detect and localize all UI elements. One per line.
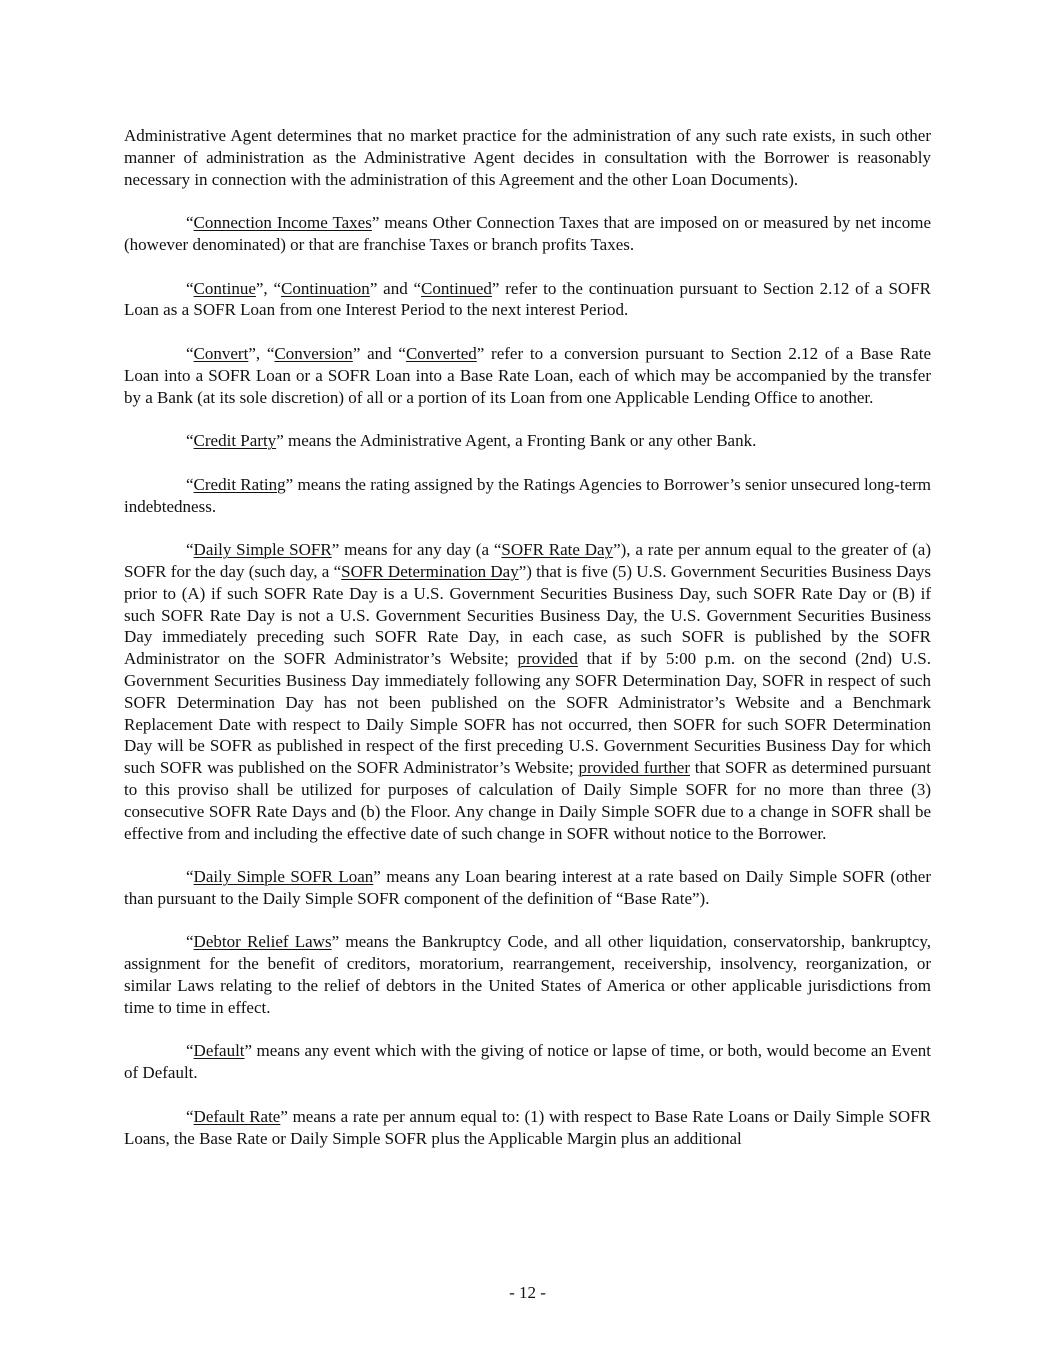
- proviso-term: provided further: [578, 758, 690, 778]
- definition-debtor-relief-laws: “Debtor Relief Laws” means the Bankruptcy Code, and all other liquidation, conservatorship, bankruptcy, assignment for the benefit of creditors, moratorium, rearrangement, receivership, insolvency, reorganization, or similar Laws relating to the relief of debtors in the United States of America or other applicable jurisdictions from time to time in effect.: [124, 932, 932, 1017]
- defined-term: Default Rate: [193, 1106, 281, 1126]
- defined-term: Default: [193, 1041, 245, 1061]
- definition-connection-income-taxes: “Connection Income Taxes” means Other Connection Taxes that are imposed on or measured by net income (however denominated) or that are franchise Taxes or branch profits Taxes.: [124, 213, 932, 254]
- defined-term: Daily Simple SOFR: [193, 540, 332, 560]
- definition-default-rate: “Default Rate” means a rate per annum equal to: (1) with respect to Base Rate Loans or Daily Simple SOFR Loans, the Base Rate or Daily Simple SOFR plus the Applicable Margin plus an additional: [124, 1106, 931, 1148]
- defined-term: SOFR Rate Day: [501, 540, 614, 560]
- defined-term: Connection Income Taxes: [193, 213, 372, 233]
- defined-term: Continued: [421, 278, 492, 298]
- definition-credit-rating: “Credit Rating” means the rating assigned by the Ratings Agencies to Borrower’s senior unsecured long-term indebtedness.: [124, 474, 932, 516]
- definition-continue: “Continue”, “Continuation” and “Continued” refer to the continuation pursuant to Section 2.12 of a SOFR Loan as a SOFR Loan from one Interest Period to the next interest Period.: [124, 278, 931, 320]
- definition-daily-simple-sofr: “Daily Simple SOFR” means for any day (a “SOFR Rate Day”), a rate per annum equal to the greater of (a) SOFR for the day (such day, a “SOFR Determination Day”) that is five (5) U.S. Government Securities Business Days prior to (A) if such SOFR Rate Day is a U.S. Government Securities Business Day, such SOFR Rate Day or (B) if such SOFR Rate Day is not a U.S. Government Securities Business Day, the U.S. Government Securities Business Day immediately preceding such SOFR Rate Day, in each case, as such SOFR is published by the SOFR Administrator on the SOFR Administrator’s Website; provided that if by 5:00 p.m. on the second (2nd) U.S. Government Securities Business Day immediately following any SOFR Determination Day, SOFR in respect of such SOFR Determination Day has not been published on the SOFR Administrator’s Website and a Benchmark Replacement Date with respect to Daily Simple SOFR has not occurred, then SOFR for such SOFR Determination Day will be SOFR as published in respect of the first preceding U.S. Government Securities Business Day for which such SOFR was published on the SOFR Administrator’s Website; provided further that SOFR as determined pursuant to this proviso shall be utilized for purposes of calculation of Daily Simple SOFR for no more than three (3) consecutive SOFR Rate Days and (b) the Floor. Any change in Daily Simple SOFR due to a change in SOFR shall be effective from and including the effective date of such change in SOFR without notice to the Borrower.: [124, 540, 932, 843]
- defined-term: Credit Party: [193, 431, 277, 451]
- proviso-term: provided: [517, 649, 578, 669]
- defined-term: SOFR Determination Day: [341, 561, 519, 581]
- defined-term: Daily Simple SOFR Loan: [193, 867, 374, 887]
- paragraph-continuation: Administrative Agent determines that no market practice for the administration of any such rate exists, in such other manner of administration as the Administrative Agent decides in consultation with the Borrower is reasonably necessary in connection with the administration of this Agreement and the other Loan Documents).: [124, 126, 931, 189]
- defined-term: Converted: [405, 343, 477, 363]
- definition-default: “Default” means any event which with the giving of notice or lapse of time, or both, would become an Event of Default.: [124, 1041, 931, 1083]
- page-number: - 12 -: [509, 1283, 546, 1302]
- defined-term: Continuation: [281, 278, 370, 298]
- defined-term: Conversion: [274, 343, 353, 363]
- defined-term: Continue: [193, 278, 256, 298]
- definition-daily-simple-sofr-loan: “Daily Simple SOFR Loan” means any Loan bearing interest at a rate based on Daily Simple SOFR (other than pursuant to the Daily Simple SOFR component of the definition of “Base Rate”).: [124, 867, 931, 908]
- defined-term: Credit Rating: [193, 474, 286, 494]
- definition-convert: “Convert”, “Conversion” and “Converted” refer to a conversion pursuant to Section 2.12 of a Base Rate Loan into a SOFR Loan or a SOFR Loan into a Base Rate Loan, each of which may be accompanied by the transfer by a Bank (at its sole discretion) of all or a portion of its Loan from one Applicable Lending Office to another.: [124, 343, 932, 407]
- defined-term: Debtor Relief Laws: [193, 932, 332, 952]
- definition-credit-party: “Credit Party” means the Administrative Agent, a Fronting Bank or any other Bank.: [186, 431, 757, 451]
- document-body: [124, 125, 931, 1171]
- defined-term: Convert: [193, 343, 249, 363]
